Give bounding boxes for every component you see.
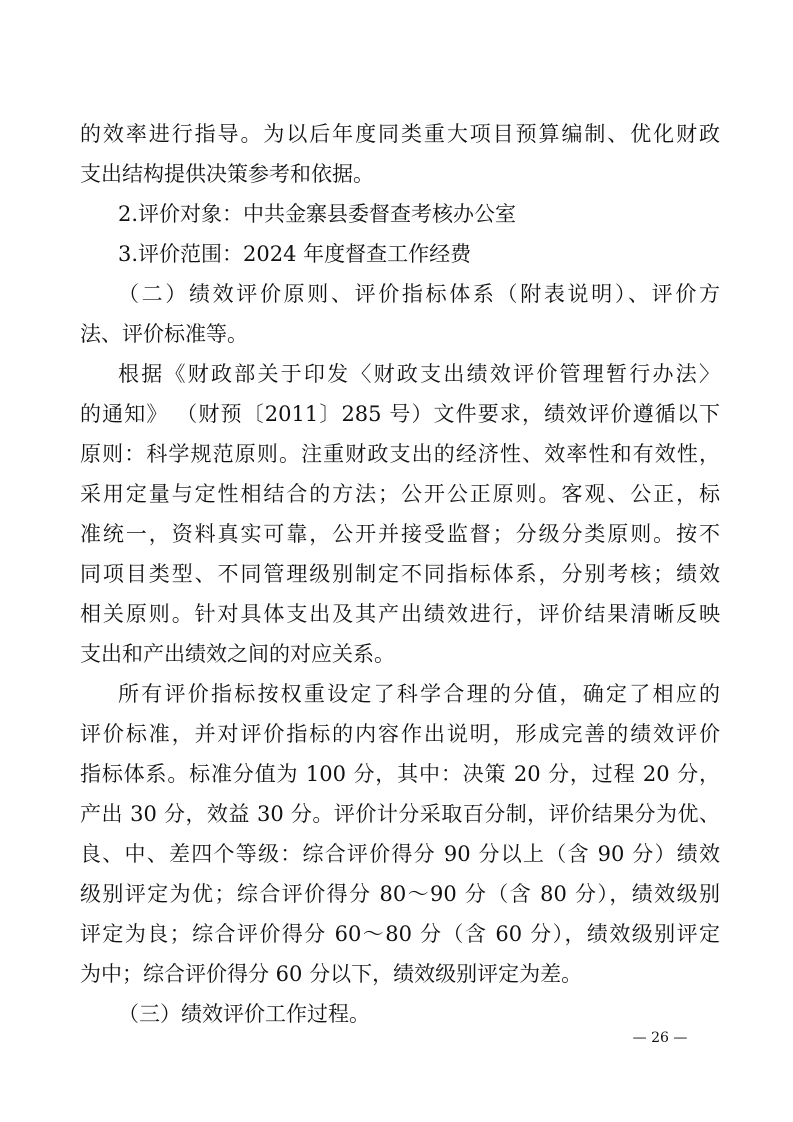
text-line: 的效率进行指导。为以后年度同类重大项目预算编制、优化财政 [80,122,720,146]
text-line: 级别评定为优；综合评价得分 80～90 分（含 80 分），绩效级别 [80,882,720,906]
text-line: 2.评价对象：中共金寨县委督查考核办公室 [118,202,517,226]
text-line: 支出结构提供决策参考和依据。 [80,162,374,186]
text-line: 相关原则。针对具体支出及其产出绩效进行，评价结果清晰反映 [80,602,720,626]
text-line: 评定为良；综合评价得分 60～80 分（含 60 分），绩效级别评定 [80,922,720,946]
text-line: 良、中、差四个等级：综合评价得分 90 分以上（含 90 分）绩效 [80,842,720,866]
text-line: 评价标准，并对评价指标的内容作出说明，形成完善的绩效评价 [80,722,720,746]
section-heading-line: 法、评价标准等。 [80,322,248,346]
text-line: 3.评价范围：2024 年度督查工作经费 [118,242,472,266]
text-line: 所有评价指标按权重设定了科学合理的分值，确定了相应的 [118,682,720,706]
section-heading-line: （三）绩效评价工作过程。 [118,1002,370,1026]
text-line: 同项目类型、不同管理级别制定不同指标体系，分别考核；绩效 [80,562,720,586]
text-line: 支出和产出绩效之间的对应关系。 [80,642,395,666]
text-line: 采用定量与定性相结合的方法；公开公正原则。客观、公正，标 [80,482,720,506]
section-heading-line: （二）绩效评价原则、评价指标体系（附表说明）、评价方 [118,282,720,306]
text-line: 的通知》 （财预〔2011〕285 号）文件要求，绩效评价遵循以下 [80,402,720,426]
text-line: 为中；综合评价得分 60 分以下，绩效级别评定为差。 [80,962,583,986]
text-line: 指标体系。标准分值为 100 分，其中：决策 20 分，过程 20 分， [80,762,720,786]
page-number: — 26 — [632,1030,688,1046]
text-line: 产出 30 分，效益 30 分。评价计分采取百分制，评价结果分为优、 [80,802,720,826]
text-line: 原则：科学规范原则。注重财政支出的经济性、效率性和有效性， [80,442,720,466]
text-line: 根据《财政部关于印发〈财政支出绩效评价管理暂行办法〉 [118,362,720,386]
text-line: 准统一，资料真实可靠，公开并接受监督；分级分类原则。按不 [80,522,720,546]
